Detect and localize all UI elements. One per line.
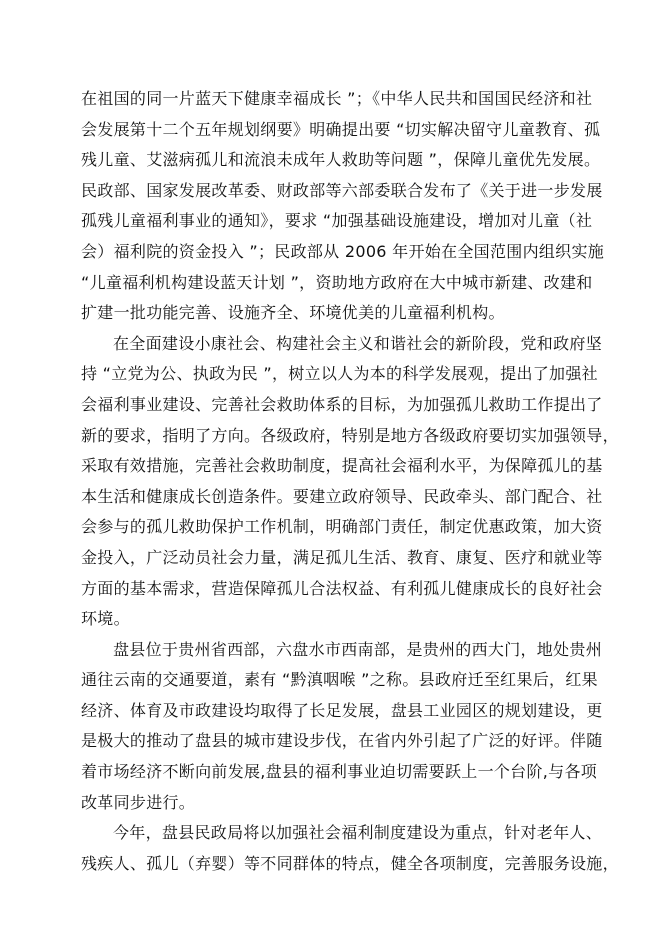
text-line: 持 “立党为公、执政为民 ”，树立以人为本的科学发展观，提出了加强社 [81, 364, 598, 384]
text-line: 在祖国的同一片蓝天下健康幸福成长 ”；《中华人民共和国国民经济和社 [81, 89, 593, 108]
text-line: 通往云南的交通要道，素有 “黔滇咽喉 ”之称。县政府迁至红果后，红果 [81, 670, 598, 690]
text-line: 会福利事业建设、完善社会救助体系的目标，为加强孤儿救助工作提出了 [81, 394, 603, 414]
text-line: 采取有效措施，完善社会救助制度，提高社会福利水平，为保障孤儿的基 [81, 456, 603, 476]
text-line: 经济、体育及市政建设均取得了长足发展，盘县工业园区的规划建设，更 [81, 700, 603, 720]
text-line: 会参与的孤儿救助保护工作机制，明确部门责任，制定优惠政策，加大资 [81, 517, 603, 537]
text-line: “儿童福利机构建设蓝天计划 ”，资助地方政府在大中城市新建、改建和 [81, 272, 593, 292]
text-line: 残儿童、艾滋病孤儿和流浪未成年人救助等问题 ”，保障儿童优先发展。 [81, 150, 601, 170]
text-line: 会发展第十二个五年规划纲要》明确提出要 “切实解决留守儿童教育、孤 [81, 119, 601, 139]
text-line: 环境。 [81, 609, 130, 629]
text-line: 会）福利院的资金投入 ”；民政部从 2006 年开始在全国范围内组织实施 [81, 241, 605, 261]
text-line: 本生活和健康成长创造条件。要建立政府领导、民政牵头、部门配合、社 [81, 486, 603, 506]
text-line: 新的要求，指明了方向。各级政府，特别是地方各级政府要切实加强领导， [81, 425, 619, 445]
text-line: 改革同步进行。 [81, 792, 196, 812]
text-line: 残疾人、孤儿（弃婴）等不同群体的特点，健全各项制度，完善服务设施， [81, 853, 619, 873]
text-line: 金投入，广泛动员社会力量，满足孤儿生活、教育、康复、医疗和就业等 [81, 547, 603, 567]
body-text [81, 84, 619, 879]
text-line: 孤残儿童福利事业的通知》，要求 “加强基础设施建设，增加对儿童（社 [81, 211, 593, 231]
text-line: 扩建一批功能完善、设施齐全、环境优美的儿童福利机构。 [81, 303, 505, 323]
paragraph-first-line: 在全面建设小康社会、构建社会主义和谐社会的新阶段，党和政府坚 [113, 333, 603, 353]
paragraph-first-line: 盘县位于贵州省西部，六盘水市西南部，是贵州的西大门，地处贵州 [113, 639, 603, 659]
text-line: 着市场经济不断向前发展,盘县的福利事业迫切需要跃上一个台阶,与各项 [81, 762, 598, 782]
text-line: 方面的基本需求，营造保障孤儿合法权益、有利孤儿健康成长的良好社会 [81, 578, 603, 598]
paragraph-first-line: 今年，盘县民政局将以加强社会福利制度建设为重点，针对老年人、 [113, 823, 603, 843]
text-line: 民政部、国家发展改革委、财政部等六部委联合发布了《关于进一步发展 [81, 180, 603, 200]
text-line: 是极大的推动了盘县的城市建设步伐，在省内外引起了广泛的好评。伴随 [81, 731, 603, 751]
